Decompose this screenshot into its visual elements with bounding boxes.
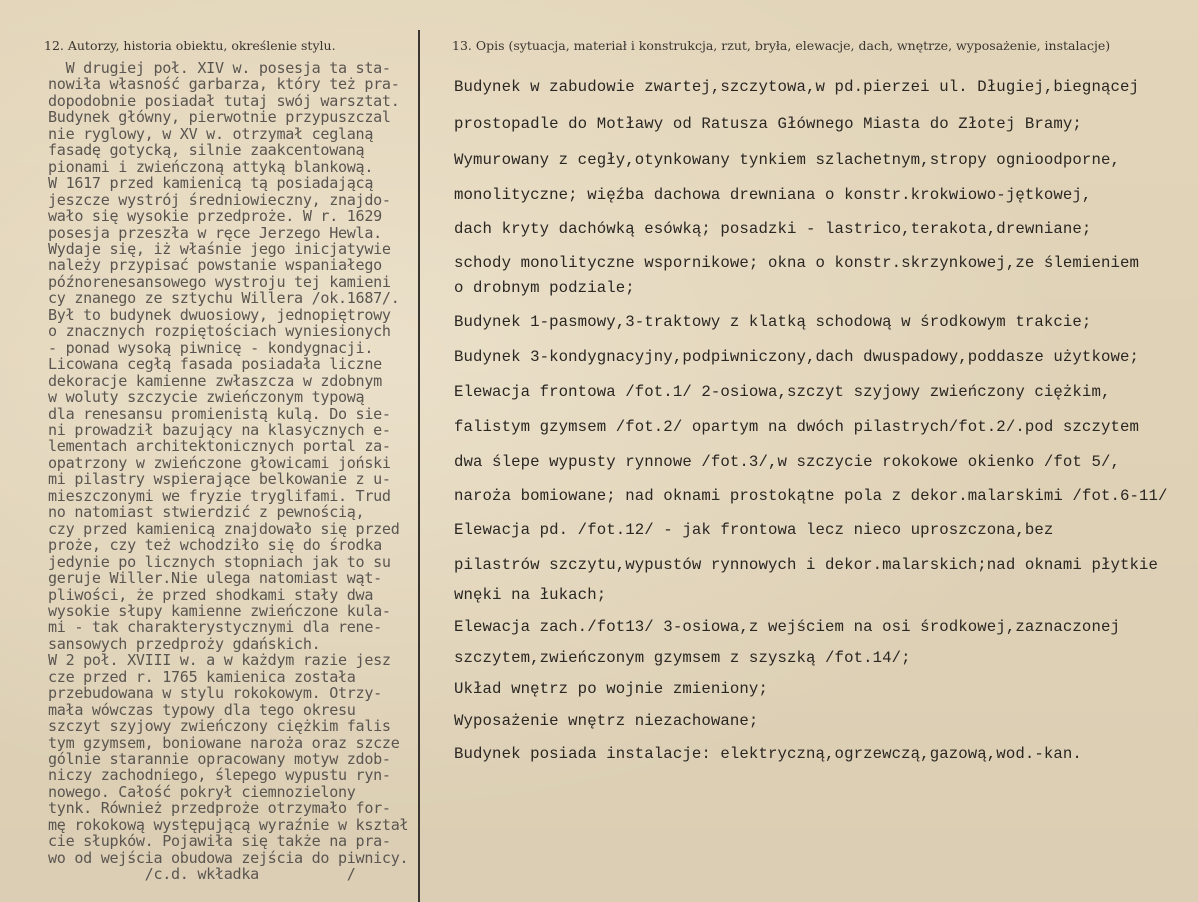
history-line: mała wówczas typowy dla tego okresu (48, 700, 356, 719)
description-line: Budynek posiada instalacje: elektryczną,ogrzewczą,gazową,wod.-kan. (454, 745, 1082, 763)
description-line: monolityczne; więźba dachowa drewniana o konstr.krokwiowo-jętkowej, (454, 186, 1092, 204)
history-line: opatrzony w zwieńczone głowicami joński (48, 453, 391, 472)
history-line: nowiła własność garbarza, który też pra- (48, 75, 400, 94)
history-line: czy przed kamienicą znajdowało się przed (48, 519, 400, 538)
history-line: wało się wysokie przedproże. W r. 1629 (48, 207, 382, 226)
history-line: dekoracje kamienne zwłaszcza w zdobnym (48, 371, 382, 390)
history-line: wo od wejścia obudowa zejścia do piwnicy. (48, 848, 409, 867)
section-13-header: 13. Opis (sytuacja, materiał i konstrukcja, rzut, bryła, elewacje, dach, wnętrze, wyposażenie, instalacje) (452, 38, 1111, 53)
description-line: Budynek 1-pasmowy,3-traktowy z klatką schodową w środkowym trakcie; (454, 313, 1092, 331)
history-line: niczy zachodniego, ślepego wypustu ryn- (48, 766, 391, 785)
history-line: Licowana cegłą fasada posiadała liczne (48, 355, 382, 374)
history-line: cie słupków. Pojawiła się także na pra- (48, 832, 391, 851)
history-line: pliwości, że przed shodkami stały dwa (48, 585, 374, 604)
history-line: mi pilastry wspierające belkowanie z u- (48, 470, 391, 489)
history-line: cze przed r. 1765 kamienica została (48, 667, 356, 686)
history-line: jedynie po licznych stopniach jak to su (48, 552, 391, 571)
description-line: falistym gzymsem /fot.2/ opartym na dwóch pilastrych/fot.2/.pod szczytem (454, 418, 1140, 436)
history-line: mieszczonymi we fryzie tryglifami. Trud (48, 486, 391, 505)
history-line: - ponad wysoką piwnicę - kondygnacji. (48, 338, 374, 357)
history-line: sansowych przedproży gdańskich. (48, 634, 321, 653)
history-line: należy przypisać powstanie wspaniałego (48, 256, 382, 275)
history-line: fasadę gotycką, silnie zaakcentowaną (48, 141, 365, 160)
history-line: o znacznych rozpiętościach wyniesionych (48, 322, 391, 341)
history-line: późnorenesansowego wystroju tej kamieni (48, 272, 391, 291)
description-line: naroża bomiowane; nad oknami prostokątne pola z dekor.malarskimi /fot.6-11/ (454, 487, 1168, 505)
description-line: dwa ślepe wypusty rynnowe /fot.3/,w szczycie rokokowe okienko /fot 5/, (454, 453, 1120, 471)
description-line: Budynek 3-kondygnacyjny,podpiwniczony,dach dwuspadowy,poddasze użytkowe; (454, 348, 1140, 366)
section-12-header: 12. Autorzy, historia obiektu, określenie stylu. (44, 38, 336, 53)
history-line: proże, czy też wchodziło się do środka (48, 536, 382, 555)
history-line: ni prowadził bazujący na klasycznych e- (48, 420, 391, 439)
history-line: nowego. Całość pokrył ciemnozielony (48, 782, 356, 801)
history-line: szczyt szyjowy zwieńczony ciężkim falis (48, 717, 391, 736)
description-line: Układ wnętrz po wojnie zmieniony; (454, 680, 768, 698)
history-line: W drugiej poł. XIV w. posesja ta sta- (48, 59, 391, 77)
history-line: mę rokokową występującą wyraźnie w kształ (48, 815, 409, 834)
history-line: posesja przeszła w ręce Jerzego Hewla. (48, 223, 382, 242)
description-line: dach kryty dachówką esówką; posadzki - lastrico,terakota,drewniane; (454, 220, 1092, 238)
history-line: mi - tak charakterystycznymi dla rene- (48, 618, 382, 637)
history-line: W 1617 przed kamienicą tą posiadającą (48, 174, 374, 193)
description-line: pilastrów szczytu,wypustów rynnowych i dekor.malarskich;nad oknami płytkie (454, 556, 1159, 574)
description-line: Elewacja zach./fot13/ 3-osiowa,z wejściem na osi środkowej,zaznaczonej (454, 618, 1120, 636)
history-line: Budynek główny, pierwotnie przypuszczal (48, 108, 391, 127)
history-line: dla renesansu promienistą kulą. Do sie- (48, 404, 391, 423)
history-line: dopodobnie posiadał tutaj swój warsztat. (48, 91, 400, 110)
description-line: Wyposażenie wnętrz niezachowane; (454, 712, 759, 730)
description-line: Wymurowany z cegły,otynkowany tynkiem szlachetnym,stropy ognioodporne, (454, 151, 1120, 169)
history-line: pionami i zwieńczoną attyką blankową. (48, 157, 374, 176)
history-line: w woluty szczycie zwieńczonym typową (48, 388, 365, 407)
history-line: lementach architektonicznych portal za- (48, 437, 391, 456)
description-line: schody monolityczne wspornikowe; okna o konstr.skrzynkowej,ze ślemieniem (454, 254, 1140, 272)
history-line: nie ryglowy, w XV w. otrzymał ceglaną (48, 124, 374, 143)
description-line: prostopadle do Motławy od Ratusza Głównego Miasta do Złotej Bramy; (454, 115, 1082, 133)
history-line: geruje Willer.Nie ulega natomiast wąt- (48, 569, 382, 588)
description-line: Budynek w zabudowie zwartej,szczytowa,w pd.pierzei ul. Długiej,biegnącej (454, 78, 1140, 96)
history-line: /c.d. wkładka / (48, 865, 356, 884)
history-line: Był to budynek dwuosiowy, jednopiętrowy (48, 305, 391, 324)
history-text-column (48, 60, 434, 883)
history-line: przebudowana w stylu rokokowym. Otrzy- (48, 684, 382, 703)
description-line: Elewacja pd. /fot.12/ - jak frontowa lecz nieco uproszczona,bez (454, 521, 1054, 539)
history-line: tym gzymsem, boniowane naroża oraz szcze (48, 733, 400, 752)
description-line: szczytem,zwieńczonym gzymsem z szyszką /fot.14/; (454, 649, 911, 667)
description-line: Elewacja frontowa /fot.1/ 2-osiowa,szczyt szyjowy zwieńczony ciężkim, (454, 383, 1111, 401)
history-line: no natomiast stwierdzić z pewnością, (48, 503, 374, 522)
history-line: cy znanego ze sztychu Willera /ok.1687/. (48, 289, 400, 308)
history-line: gólnie starannie opracowany motyw zdob- (48, 750, 391, 769)
history-line: tynk. Również przedproże otrzymało for- (48, 799, 391, 818)
history-line: W 2 poł. XVIII w. a w każdym razie jesz (48, 651, 391, 670)
description-line: wnęki na łukach; (454, 586, 607, 604)
description-line: o drobnym podziale; (454, 279, 635, 297)
history-line: jeszcze wystrój średniowieczny, znajdo- (48, 190, 391, 209)
history-line: wysokie słupy kamienne zwieńczone kula- (48, 601, 391, 620)
history-line: Wydaje się, iż właśnie jego inicjatywie (48, 239, 391, 258)
